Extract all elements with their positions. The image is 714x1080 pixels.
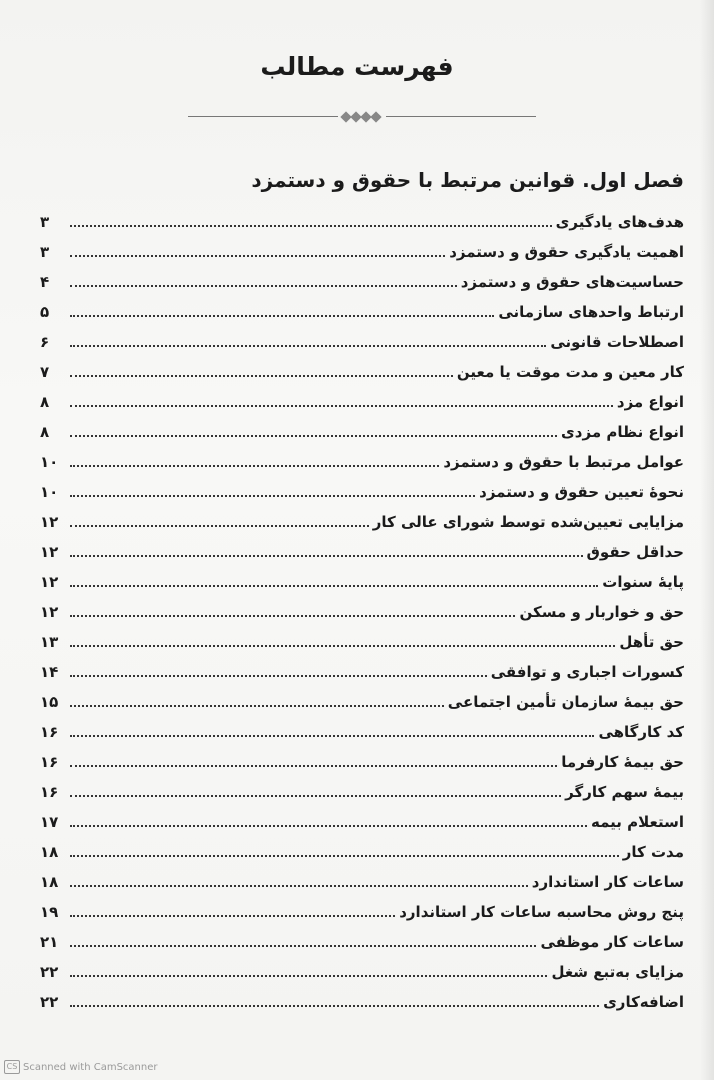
toc-entry-label: مزایای به‌تبع شغل: [551, 963, 684, 981]
toc-entry[interactable]: [40, 533, 684, 563]
camscanner-logo-icon: CS: [4, 1060, 20, 1074]
dot-leader: [70, 405, 613, 407]
toc-entry-label: حق بیمهٔ سازمان تأمین اجتماعی: [447, 693, 684, 711]
toc-entry-label: استعلام بیمه: [591, 813, 684, 831]
toc-entry-label: کد کارگاهی: [598, 723, 684, 741]
dot-leader: [70, 945, 536, 947]
toc-entry-label: پایهٔ سنوات: [602, 573, 684, 591]
toc-entry-label: مدت کار: [622, 843, 684, 861]
toc-entry[interactable]: [40, 293, 684, 323]
toc-entry-page: ۷: [40, 363, 50, 381]
chapter-heading: فصل اول. قوانین مرتبط با حقوق و دستمزد: [251, 168, 684, 192]
toc-entry[interactable]: [40, 803, 684, 833]
toc-entry-label: اضافه‌کاری: [603, 993, 684, 1011]
toc-entry[interactable]: [40, 473, 684, 503]
toc-entry-page: ۲۲: [40, 993, 59, 1011]
toc-entry-label: نحوهٔ تعیین حقوق و دستمزد: [479, 483, 684, 501]
toc-entry[interactable]: [40, 923, 684, 953]
toc-entry-page: ۱۲: [40, 573, 59, 591]
toc-entry-page: ۱۷: [40, 813, 59, 831]
toc-entry[interactable]: [40, 413, 684, 443]
toc-entry[interactable]: [40, 233, 684, 263]
toc-entry-label: حق بیمهٔ کارفرما: [561, 753, 684, 771]
dot-leader: [70, 585, 598, 587]
toc-entry[interactable]: [40, 893, 684, 923]
dot-leader: [70, 885, 528, 887]
toc-entry-label: اصطلاحات قانونی: [550, 333, 684, 351]
dot-leader: [70, 1005, 599, 1007]
dot-leader: [70, 765, 557, 767]
page-edge-shadow: [700, 0, 714, 1080]
toc-entry-page: ۲۱: [40, 933, 59, 951]
toc-entry-label: کسورات اجباری و توافقی: [490, 663, 684, 681]
toc-entry-label: بیمهٔ سهم کارگر: [565, 783, 684, 801]
toc-entry[interactable]: [40, 683, 684, 713]
toc-entry[interactable]: [40, 713, 684, 743]
toc-entry[interactable]: [40, 563, 684, 593]
toc-entry[interactable]: [40, 383, 684, 413]
toc-entry-label: حق و خواربار و مسکن: [519, 603, 684, 621]
toc-entry-label: انواع مزد: [616, 393, 684, 411]
toc-entry-label: پنج روش محاسبه ساعات کار استاندارد: [399, 903, 684, 921]
page-title: فهرست مطالب: [260, 52, 454, 81]
toc-entry-page: ۱۸: [40, 873, 59, 891]
toc-entry-page: ۱۹: [40, 903, 59, 921]
scanner-watermark: [4, 1060, 158, 1074]
toc-entry-label: هدف‌های یادگیری: [555, 213, 684, 231]
toc-entry[interactable]: [40, 593, 684, 623]
toc-entry-page: ۱۵: [40, 693, 59, 711]
toc-entry-page: ۴: [40, 273, 50, 291]
toc-entry[interactable]: [40, 773, 684, 803]
toc-entry-label: ارتباط واحدهای سازمانی: [498, 303, 684, 321]
ornament-diamond: [370, 111, 381, 122]
toc-entry[interactable]: [40, 353, 684, 383]
toc-entry-page: ۱۲: [40, 603, 59, 621]
toc-entry-page: ۱۶: [40, 753, 59, 771]
toc-entry-page: ۱۸: [40, 843, 59, 861]
toc-entry-page: ۱۶: [40, 723, 59, 741]
toc-entry-page: ۱۰: [40, 483, 59, 501]
dot-leader: [70, 375, 453, 377]
toc-entry[interactable]: [40, 743, 684, 773]
toc-entry[interactable]: [40, 323, 684, 353]
dot-leader: [70, 645, 615, 647]
dot-leader: [70, 555, 583, 557]
toc-entry[interactable]: [40, 953, 684, 983]
dot-leader: [70, 675, 487, 677]
toc-entry-label: حق تأهل: [619, 633, 684, 651]
dot-leader: [70, 435, 557, 437]
dot-leader: [70, 345, 546, 347]
dot-leader: [70, 315, 494, 317]
dot-leader: [70, 495, 475, 497]
toc-entry-page: ۸: [40, 393, 50, 411]
dot-leader: [70, 975, 547, 977]
dot-leader: [70, 855, 619, 857]
toc-entry[interactable]: [40, 203, 684, 233]
dot-leader: [70, 615, 515, 617]
toc-entry-page: ۸: [40, 423, 50, 441]
toc-entry-page: ۳: [40, 213, 50, 231]
toc-entry-label: انواع نظام مزدی: [561, 423, 684, 441]
toc-entry[interactable]: [40, 443, 684, 473]
dot-leader: [70, 285, 457, 287]
toc-entry[interactable]: [40, 653, 684, 683]
toc-entry[interactable]: [40, 503, 684, 533]
toc-entry-label: مزایایی تعیین‌شده توسط شورای عالی کار: [372, 513, 684, 531]
toc-entry-page: ۳: [40, 243, 50, 261]
dot-leader: [70, 255, 445, 257]
toc-entry-label: ساعات کار استاندارد: [531, 873, 684, 891]
toc-entry-page: ۱۶: [40, 783, 59, 801]
toc-entry-label: عوامل مرتبط با حقوق و دستمزد: [443, 453, 684, 471]
title-ornament: [188, 110, 536, 124]
toc-entry-label: حساسیت‌های حقوق و دستمزد: [460, 273, 684, 291]
toc-entry-label: کار معین و مدت موقت یا معین: [456, 363, 684, 381]
dot-leader: [70, 915, 395, 917]
toc-entry-page: ۱۲: [40, 543, 59, 561]
dot-leader: [70, 465, 439, 467]
watermark-text: Scanned with CamScanner: [23, 1061, 158, 1073]
toc-entry[interactable]: [40, 863, 684, 893]
toc-entry-page: ۵: [40, 303, 50, 321]
toc-entry-page: ۱۰: [40, 453, 59, 471]
dot-leader: [70, 825, 587, 827]
dot-leader: [70, 525, 369, 527]
dot-leader: [70, 225, 552, 227]
toc-entry[interactable]: [40, 623, 684, 653]
toc-entry-page: ۱۴: [40, 663, 59, 681]
toc-entry[interactable]: [40, 983, 684, 1013]
toc-entry-page: ۱۲: [40, 513, 59, 531]
toc-entry[interactable]: [40, 833, 684, 863]
toc-entry-label: اهمیت یادگیری حقوق و دستمزد: [449, 243, 684, 261]
toc-entry[interactable]: [40, 263, 684, 293]
toc-entry-page: ۱۳: [40, 633, 59, 651]
toc-entry-page: ۶: [40, 333, 50, 351]
dot-leader: [70, 735, 594, 737]
table-of-contents: [40, 203, 684, 1013]
toc-entry-label: ساعات کار موظفی: [540, 933, 684, 951]
ornament-line-right: [386, 116, 536, 117]
ornament-line-left: [188, 116, 338, 117]
dot-leader: [70, 795, 561, 797]
dot-leader: [70, 705, 444, 707]
ornament-diamonds: [338, 110, 386, 124]
toc-entry-page: ۲۲: [40, 963, 59, 981]
toc-entry-label: حداقل حقوق: [586, 543, 684, 561]
